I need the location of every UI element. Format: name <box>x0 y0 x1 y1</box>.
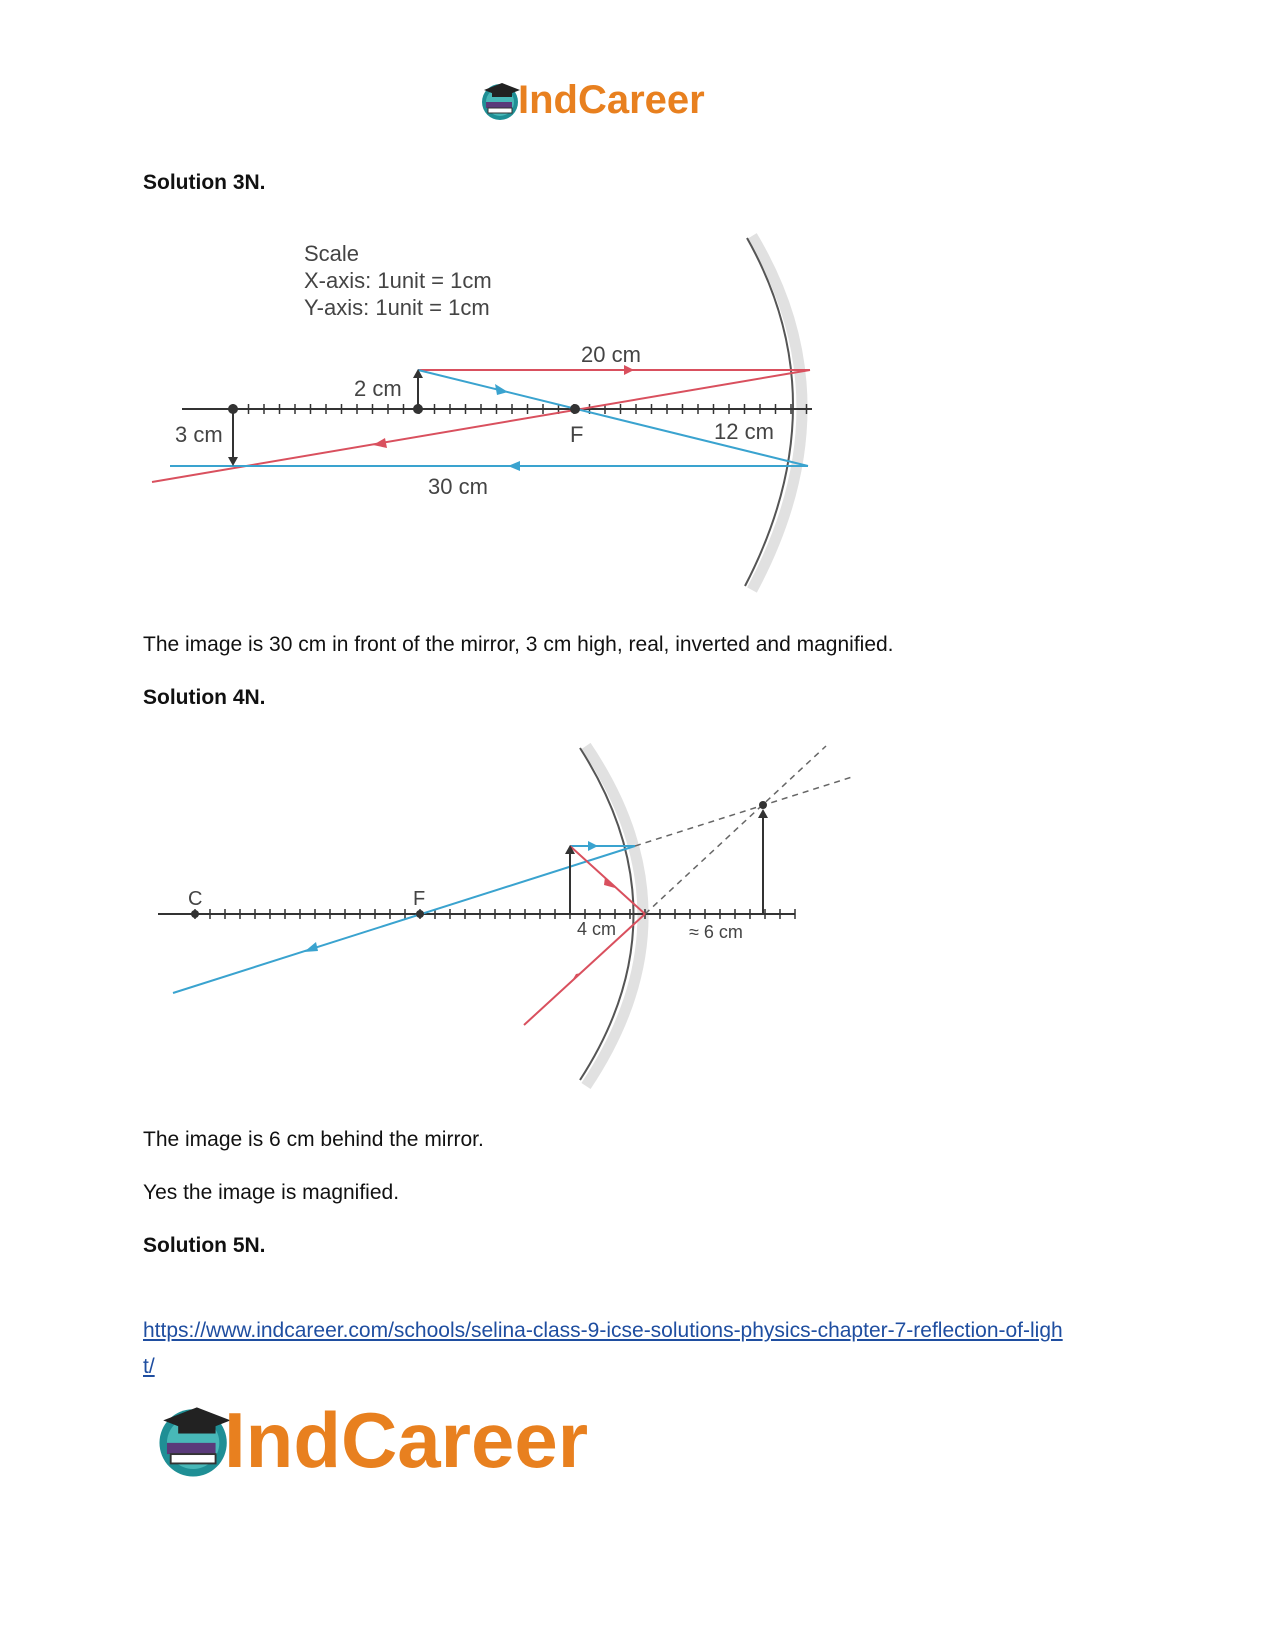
concave-mirror <box>745 238 793 586</box>
solution-3n-ray-diagram <box>140 228 860 598</box>
focus-point <box>416 910 424 918</box>
label-4cm: 4 cm <box>577 919 617 939</box>
solution-4n-ray-diagram <box>140 740 860 1100</box>
header-logo-text: IndCareer <box>518 78 705 122</box>
image-point <box>759 801 767 809</box>
solution-4n-heading: Solution 4N. <box>143 686 266 709</box>
ray-blue-through-focus <box>418 370 808 466</box>
label-centre-of-curvature: C <box>188 888 203 910</box>
scale-y-axis: Y-axis: 1unit = 1cm <box>304 295 490 320</box>
arrowhead <box>495 384 508 395</box>
header-logo <box>478 76 748 124</box>
focus-point <box>570 404 580 414</box>
solution-4n-answer-distance: The image is 6 cm behind the mirror. <box>143 1128 484 1151</box>
arrowhead <box>228 457 238 466</box>
arrowhead <box>604 877 615 888</box>
arrowhead <box>508 461 520 471</box>
virtual-ray-extension <box>635 777 852 846</box>
label-30cm: 30 cm <box>428 474 488 499</box>
arrowhead <box>588 841 598 851</box>
virtual-ray-extension <box>645 746 826 914</box>
arrowhead <box>304 942 318 952</box>
footer-logo-text: IndCareer <box>224 1396 589 1484</box>
image-point <box>228 404 238 414</box>
ray-blue-reflected <box>173 846 635 993</box>
label-2cm: 2 cm <box>354 376 402 401</box>
arrowhead <box>570 973 581 984</box>
arrowhead <box>758 809 768 818</box>
arrowhead <box>373 438 387 448</box>
solution-5n-heading: Solution 5N. <box>143 1234 266 1257</box>
source-url-link[interactable]: https://www.indcareer.com/schools/selina-class-9-icse-solutions-physics-chapter-7-reflection-of-light/ <box>143 1319 1063 1378</box>
label-20cm: 20 cm <box>581 342 641 367</box>
label-focus: F <box>413 888 426 910</box>
object-point <box>413 404 423 414</box>
label-12cm: 12 cm <box>714 419 774 444</box>
solution-4n-answer-magnified: Yes the image is magnified. <box>143 1181 400 1204</box>
label-6cm: ≈ 6 cm <box>689 922 743 942</box>
scale-title: Scale <box>304 241 360 266</box>
centre-of-curvature-point <box>191 910 199 918</box>
label-focus: F <box>570 422 584 447</box>
solution-3n-answer: The image is 30 cm in front of the mirror, 3 cm high, real, inverted and magnified. <box>143 633 894 656</box>
label-3cm: 3 cm <box>175 422 223 447</box>
scale-x-axis: X-axis: 1unit = 1cm <box>304 268 492 293</box>
solution-3n-heading: Solution 3N. <box>143 171 266 194</box>
footer-logo <box>152 1398 672 1484</box>
